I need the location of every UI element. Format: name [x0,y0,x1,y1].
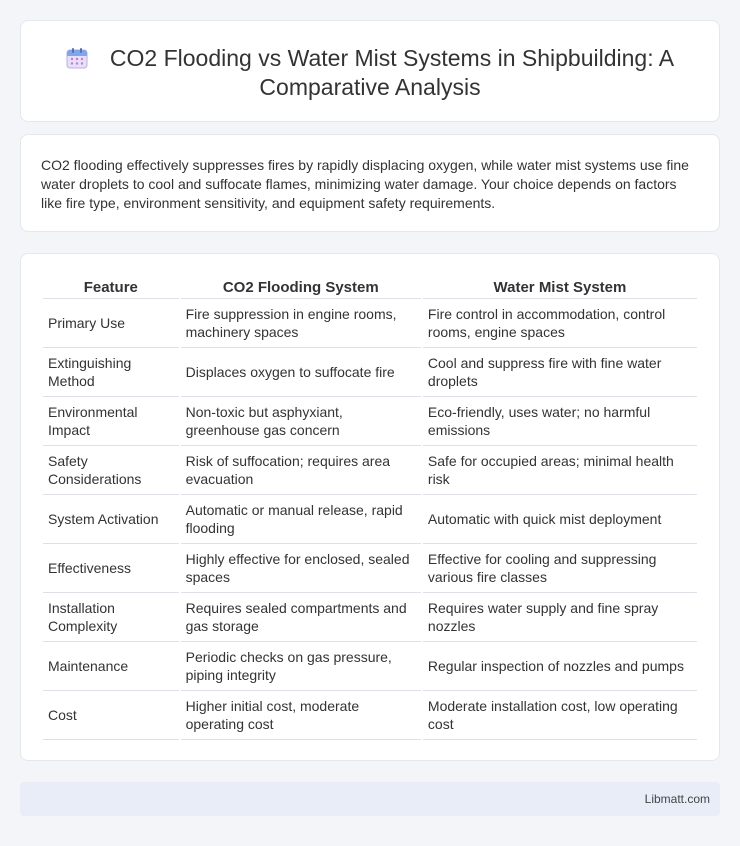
feature-cell: Extinguishing Method [43,348,179,397]
co2-cell: Requires sealed compartments and gas storage [181,593,421,642]
water-mist-cell: Moderate installation cost, low operating cost [423,691,697,740]
co2-cell: Risk of suffocation; requires area evacuation [181,446,421,495]
table-row [43,593,697,642]
co2-cell: Displaces oxygen to suffocate fire [181,348,421,397]
feature-cell: Installation Complexity [43,593,179,642]
co2-cell: Periodic checks on gas pressure, piping integrity [181,642,421,691]
water-mist-cell: Effective for cooling and suppressing various fire classes [423,544,697,593]
water-mist-cell: Requires water supply and fine spray nozzles [423,593,697,642]
water-mist-cell: Eco-friendly, uses water; no harmful emissions [423,397,697,446]
title-card [20,20,720,122]
table-row [43,691,697,740]
calendar-icon [66,47,88,69]
feature-cell: System Activation [43,495,179,544]
table-row [43,495,697,544]
header-water-mist: Water Mist System [423,276,697,299]
water-mist-cell: Cool and suppress fire with fine water droplets [423,348,697,397]
co2-cell: Automatic or manual release, rapid flooding [181,495,421,544]
table-row [43,299,697,348]
intro-card [20,134,720,232]
header-co2: CO2 Flooding System [181,276,421,299]
feature-cell: Primary Use [43,299,179,348]
co2-cell: Non-toxic but asphyxiant, greenhouse gas concern [181,397,421,446]
footer-brand: Libmatt.com [644,792,710,806]
co2-cell: Higher initial cost, moderate operating cost [181,691,421,740]
co2-cell: Highly effective for enclosed, sealed spaces [181,544,421,593]
water-mist-cell: Safe for occupied areas; minimal health risk [423,446,697,495]
header-feature: Feature [43,276,179,299]
co2-cell: Fire suppression in engine rooms, machinery spaces [181,299,421,348]
table-row [43,397,697,446]
comparison-table [41,276,699,740]
feature-cell: Maintenance [43,642,179,691]
page-title [21,44,719,102]
water-mist-cell: Fire control in accommodation, control rooms, engine spaces [423,299,697,348]
title-line-2: Comparative Analysis [259,74,481,100]
table-row [43,446,697,495]
footer [20,782,720,816]
table-row [43,348,697,397]
title-line-1: CO2 Flooding vs Water Mist Systems in Shipbuilding: A [109,45,675,71]
feature-cell: Cost [43,691,179,740]
table-card [20,253,720,761]
table-row [43,544,697,593]
table-row [43,642,697,691]
water-mist-cell: Automatic with quick mist deployment [423,495,697,544]
feature-cell: Effectiveness [43,544,179,593]
feature-cell: Environmental Impact [43,397,179,446]
title-wrap [21,44,719,102]
water-mist-cell: Regular inspection of nozzles and pumps [423,642,697,691]
table-header-row [43,276,697,299]
feature-cell: Safety Considerations [43,446,179,495]
intro-text: CO2 flooding effectively suppresses fires by rapidly displacing oxygen, while water mist systems use fine water droplets to cool and suffocate flames, minimizing water damage. Your choice depends on factors like fire type, environment sensitivity, and equipment safety requirements. [41,157,689,211]
